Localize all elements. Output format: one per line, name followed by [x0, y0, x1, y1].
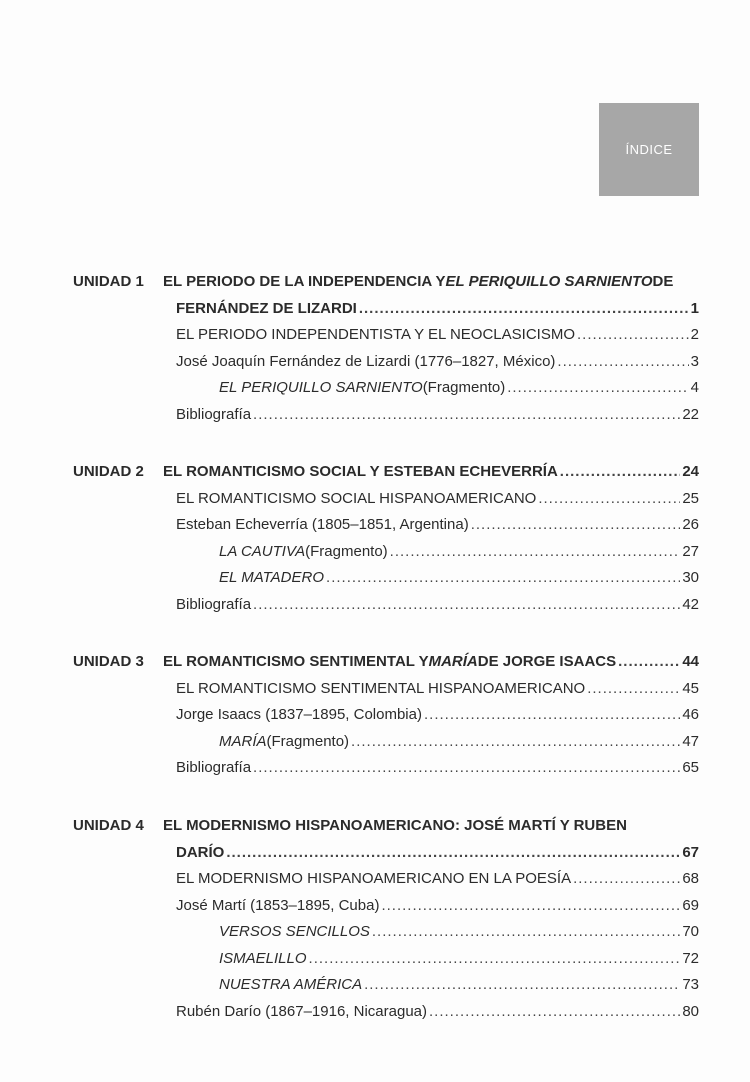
entry-text-part: EL PERIQUILLO SARNIENTO [219, 379, 423, 396]
page-number: 26 [682, 516, 699, 533]
unit-title-line [176, 299, 699, 319]
entry-text-part: EL MODERNISMO HISPANOAMERICANO: JOSÉ MARTÍ Y RUBEN [163, 817, 627, 834]
dot-leader [326, 568, 680, 588]
dot-leader [226, 843, 680, 863]
dot-leader [253, 405, 680, 425]
entry-text-part: DE JORGE ISAACS [477, 653, 617, 670]
entry-text-part: (Fragmento) [266, 732, 350, 750]
entry-text-part: EL PERIODO DE LA INDEPENDENCIA Y [163, 273, 446, 290]
toc-entry [219, 568, 699, 588]
unit-label: UNIDAD 1 [73, 273, 144, 290]
toc-entry [219, 949, 699, 969]
page-number: 73 [682, 976, 699, 993]
page-number: 67 [682, 843, 699, 861]
entry-text-part: Esteban Echeverría (1805–1851, Argentina) [176, 516, 469, 533]
unit-label: UNIDAD 4 [73, 817, 144, 834]
toc-entry [176, 869, 699, 889]
entry-text-part: EL MATADERO [219, 569, 325, 586]
dot-leader [390, 542, 681, 562]
page-number: 65 [682, 759, 699, 776]
entry-text-part: Rubén Darío (1867–1916, Nicaragua) [176, 1002, 427, 1020]
dot-leader [253, 595, 680, 615]
unit-title-line [163, 816, 699, 836]
page-number: 70 [682, 923, 699, 940]
entry-text-part: Bibliografía [176, 595, 252, 613]
entry-text-part: (Fragmento) [305, 542, 388, 560]
dot-leader [573, 869, 680, 889]
dot-leader [351, 732, 680, 752]
page-number: 4 [690, 379, 699, 396]
toc-entry [176, 758, 699, 778]
dot-leader [577, 325, 689, 345]
toc-entry [219, 378, 699, 398]
dot-leader [507, 378, 688, 398]
dot-leader [560, 462, 681, 482]
dot-leader [538, 489, 680, 509]
dot-leader [471, 515, 681, 535]
entry-text-part: VERSOS SENCILLOS [219, 923, 370, 940]
unit-title-line [163, 462, 699, 482]
entry-text-part: LA CAUTIVA [219, 542, 306, 560]
page-number: 1 [690, 299, 699, 317]
page-number: 2 [690, 326, 699, 343]
page-number: 25 [682, 489, 699, 507]
entry-text-part: EL ROMANTICISMO SOCIAL Y ESTEBAN ECHEVERRÍA [163, 463, 558, 480]
dot-leader [424, 705, 680, 725]
toc-entry [176, 595, 699, 615]
entry-text-part: (Fragmento) [422, 379, 506, 396]
toc-entry [176, 679, 699, 699]
dot-leader [381, 896, 680, 916]
unit-title-text: DARÍO [176, 843, 225, 861]
toc-entry [176, 352, 699, 372]
unit-label: UNIDAD 2 [73, 463, 144, 480]
toc-entry [176, 515, 699, 535]
entry-text-part: ISMAELILLO [219, 949, 307, 967]
toc-entry [176, 405, 699, 425]
unit-title-line [163, 272, 699, 292]
entry-text-part: DE [652, 273, 674, 290]
toc-entry [176, 705, 699, 725]
entry-text-part: EL ROMANTICISMO SENTIMENTAL Y [163, 653, 429, 670]
page-number: 27 [682, 542, 699, 560]
entry-text-part: EL ROMANTICISMO SENTIMENTAL HISPANOAMERICANO [176, 679, 586, 697]
entry-text-part: NUESTRA AMÉRICA [219, 976, 363, 993]
entry-text-part: EL PERIODO INDEPENDENTISTA Y EL NEOCLASICISMO [176, 326, 575, 343]
page-number: 30 [682, 569, 699, 586]
unit-title-text: FERNÁNDEZ DE LIZARDI [176, 299, 357, 317]
entry-text-part: EL ROMANTICISMO SOCIAL HISPANOAMERICANO [176, 489, 537, 507]
page-number: 47 [682, 732, 699, 750]
toc-entry [176, 489, 699, 509]
page-number: 42 [682, 595, 699, 613]
entry-text-part: MARÍA [428, 653, 478, 670]
page-number: 45 [682, 679, 699, 697]
unit-label: UNIDAD 3 [73, 653, 144, 670]
entry-text-part: Bibliografía [176, 759, 252, 776]
page-number: 3 [690, 352, 699, 370]
entry-text-part: Bibliografía [176, 405, 252, 423]
page-number: 69 [682, 896, 699, 914]
page-number: 46 [682, 706, 699, 723]
entry-text-part: MARÍA [219, 732, 267, 750]
entry-text-part: José Joaquín Fernández de Lizardi (1776–1827, México) [176, 352, 556, 370]
index-title: ÍNDICE [625, 142, 673, 157]
unit-title-line [163, 652, 699, 672]
toc-entry [176, 325, 699, 345]
entry-text-part: EL MODERNISMO HISPANOAMERICANO EN LA POESÍA [176, 870, 572, 887]
dot-leader [557, 352, 688, 372]
toc-entry [219, 732, 699, 752]
dot-leader [372, 922, 680, 942]
dot-leader [253, 758, 680, 778]
dot-leader [359, 299, 689, 319]
dot-leader [618, 652, 680, 672]
toc-entry [219, 542, 699, 562]
toc-entry [176, 1002, 699, 1022]
page-number: 44 [682, 653, 699, 670]
toc-entry [219, 922, 699, 942]
entry-text-part: Jorge Isaacs (1837–1895, Colombia) [176, 706, 422, 723]
dot-leader [364, 975, 680, 995]
entry-text-part: José Martí (1853–1895, Cuba) [176, 896, 380, 914]
dot-leader [587, 679, 680, 699]
index-title-tab [599, 103, 699, 196]
page-number: 72 [682, 949, 699, 967]
unit-title-line [176, 843, 699, 863]
entry-text-part: EL PERIQUILLO SARNIENTO [445, 273, 653, 290]
page-number: 22 [682, 405, 699, 423]
dot-leader [309, 949, 681, 969]
toc-entry [219, 975, 699, 995]
page-number: 68 [682, 870, 699, 887]
dot-leader [429, 1002, 680, 1022]
page-number: 80 [682, 1002, 699, 1020]
page-number: 24 [682, 463, 699, 480]
toc-entry [176, 896, 699, 916]
